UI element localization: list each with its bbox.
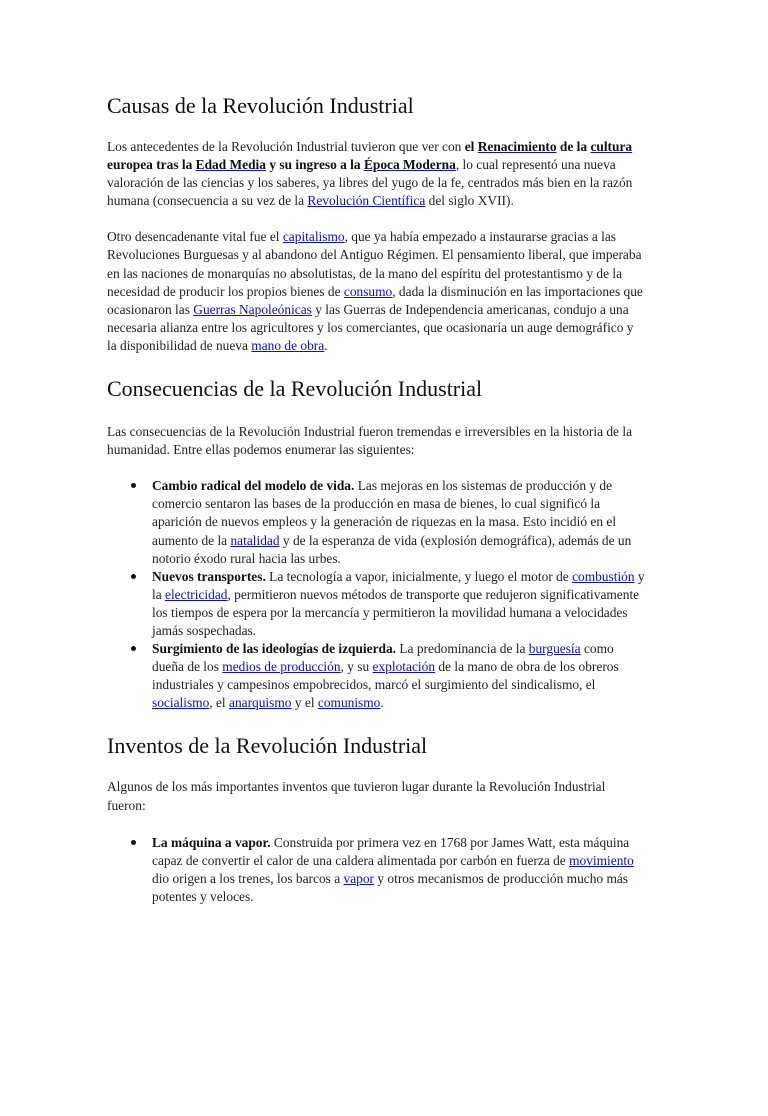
document-page (0, 92, 768, 1116)
heading-inventos: Inventos de la Revolución Industrial (107, 733, 428, 759)
link-anarquismo[interactable]: anarquismo (229, 695, 292, 711)
link-medios-de-produccion[interactable]: medios de producción (222, 659, 341, 675)
link-comunismo[interactable]: comunismo (317, 695, 381, 711)
list-consecuencias (107, 477, 646, 712)
link-movimiento[interactable]: movimiento (569, 852, 634, 868)
list-item: La máquina a vapor. Construida por primera vez en 1768 por James Watt, esta máquina capaz de convertir el calor de una caldera alimentada por carbón en fuerza de movimiento dio origen a los trenes, los barcos a vapor y otros mecanismos de producción mucho más potentes y veloces. (152, 834, 646, 906)
list-inventos (107, 834, 646, 906)
link-consumo[interactable]: consumo (343, 283, 393, 299)
link-burguesia[interactable]: burguesía (528, 641, 581, 657)
link-epoca-moderna[interactable]: Época Moderna (363, 157, 456, 173)
paragraph-desencadenante: Otro desencadenante vital fue el capitalismo, que ya había empezado a instaurarse gracias a las Revoluciones Burguesas y al abandono del Antiguo Régimen. El pensamiento liberal, que imperaba en las naciones de monarquías no absolutistas, de la mano del espíritu del protestantismo y de la necesidad de producir los propios bienes de consumo, dada la disminución en las importaciones que ocasionaron las Guerras Napoleónicas y las Guerras de Independencia americanas, condujo a una necesaria alianza entre los agricultores y los comerciantes, que ocasionaría un auge demográfico y la disponibilidad de nueva mano de obra. (107, 229, 643, 353)
link-revolucion-cientifica[interactable]: Revolución Científica (307, 193, 426, 209)
paragraph-inventos-intro: Algunos de los más importantes inventos que tuvieron lugar durante la Revolución Industrial fueron: (107, 779, 606, 813)
link-electricidad[interactable]: electricidad (165, 586, 228, 602)
link-explotacion[interactable]: explotación (372, 659, 436, 675)
link-renacimiento[interactable]: Renacimiento (477, 139, 557, 154)
paragraph-consecuencias-intro: Las consecuencias de la Revolución Industrial fueron tremendas e irreversibles en la historia de la humanidad. Entre ellas podemos enumerar las siguientes: (107, 424, 633, 458)
link-capitalismo[interactable]: capitalismo (282, 229, 345, 245)
link-mano-de-obra[interactable]: mano de obra (251, 337, 325, 353)
list-item: Cambio radical del modelo de vida. Las mejoras en los sistemas de producción y de comercio sentaron las bases de la producción en masa de bienes, lo cual significó la aparición de nuevos empleos y la generación de riquezas en la masa. Esto incidió en el aumento de la natalidad y de la esperanza de vida (explosión demográfica), además de un notorio éxodo rural hacia las urbes. (152, 477, 646, 567)
paragraph-antecedentes: Los antecedentes de la Revolución Industrial tuvieron que ver con el Renacimiento de la cultura europea tras la Edad Media y su ingreso a la Época Moderna, lo cual representó una nueva valoración de las ciencias y los saberes, ya libres del yugo de la fe, centrados más bien en la razón humana (consecuencia a su vez de la Revolución Científica del siglo XVII). (107, 139, 633, 209)
list-item: Surgimiento de las ideologías de izquierda. La predominancia de la burguesía como dueña de los medios de producción, y su explotación de la mano de obra de los obreros industriales y campesinos empobrecidos, marcó el surgimiento del sindicalismo, el socialismo, el anarquismo y el comunismo. (152, 640, 646, 712)
link-natalidad[interactable]: natalidad (230, 532, 280, 548)
heading-consecuencias: Consecuencias de la Revolución Industrial (107, 376, 483, 402)
link-combustion[interactable]: combustión (572, 568, 635, 584)
link-vapor[interactable]: vapor (343, 870, 375, 886)
link-edad-media[interactable]: Edad Media (195, 157, 266, 173)
list-item: Nuevos transportes. La tecnología a vapor, inicialmente, y luego el motor de combustión y la electricidad, permitieron nuevos métodos de transporte que redujeron significativamente los tiempos de espera por la mercancía y permitieron la movilidad humana a velocidades jamás sospechadas. (152, 568, 646, 640)
link-socialismo[interactable]: socialismo (152, 695, 210, 711)
link-cultura[interactable]: cultura (590, 139, 633, 154)
heading-causas: Causas de la Revolución Industrial (107, 93, 414, 118)
link-guerras-napoleonicas[interactable]: Guerras Napoleónicas (193, 301, 312, 317)
